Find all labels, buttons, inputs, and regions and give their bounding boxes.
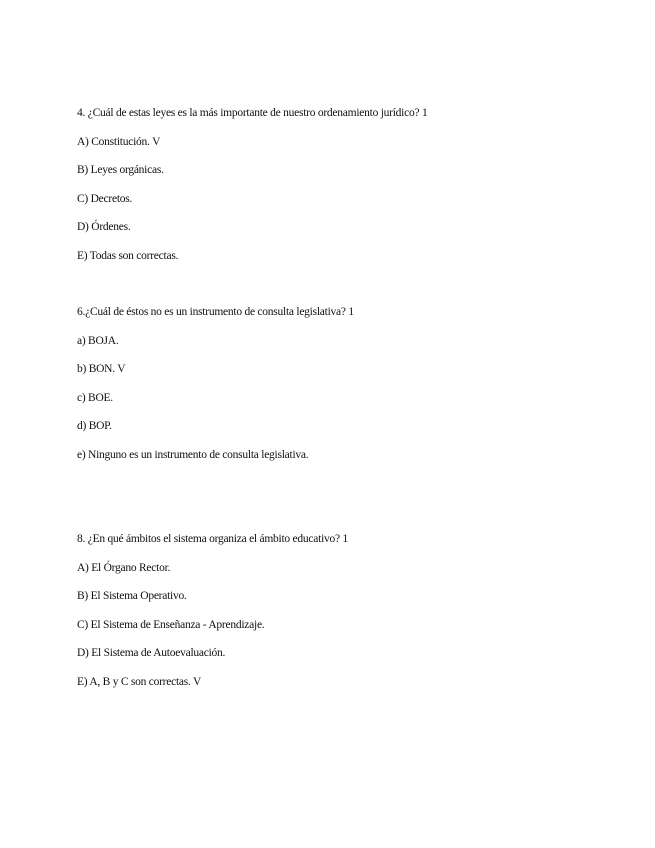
answer-option: c) BOE. (77, 391, 113, 404)
answer-option: E) A, B y C son correctas. V (77, 675, 202, 688)
question-prompt: 4. ¿Cuál de estas leyes es la más importante de nuestro ordenamiento jurídico? 1 (77, 107, 428, 119)
answer-option: e) Ninguno es un instrumento de consulta legislativa. (77, 448, 309, 461)
answer-option: D) Órdenes. (77, 221, 131, 233)
answer-option: A) El Órgano Rector. (77, 561, 171, 574)
answer-option: A) Constitución. V (77, 135, 161, 148)
question-prompt: 6.¿Cuál de éstos no es un instrumento de consulta legislativa? 1 (77, 306, 354, 318)
answer-option: C) Decretos. (77, 192, 133, 205)
answer-option: C) El Sistema de Enseñanza - Aprendizaje. (77, 618, 265, 631)
question-6 (77, 305, 617, 476)
answer-option: a) BOJA. (77, 334, 119, 347)
answer-option: d) BOP. (77, 420, 112, 432)
answer-option: B) Leyes orgánicas. (77, 164, 164, 176)
question-8 (77, 532, 617, 703)
answer-option: B) El Sistema Operativo. (77, 590, 187, 602)
question-4 (77, 106, 617, 277)
question-prompt: 8. ¿En qué ámbitos el sistema organiza el ámbito educativo? 1 (77, 533, 348, 545)
answer-option: E) Todas son correctas. (77, 249, 179, 262)
answer-option: b) BON. V (77, 363, 126, 375)
answer-option: D) El Sistema de Autoevaluación. (77, 647, 226, 659)
